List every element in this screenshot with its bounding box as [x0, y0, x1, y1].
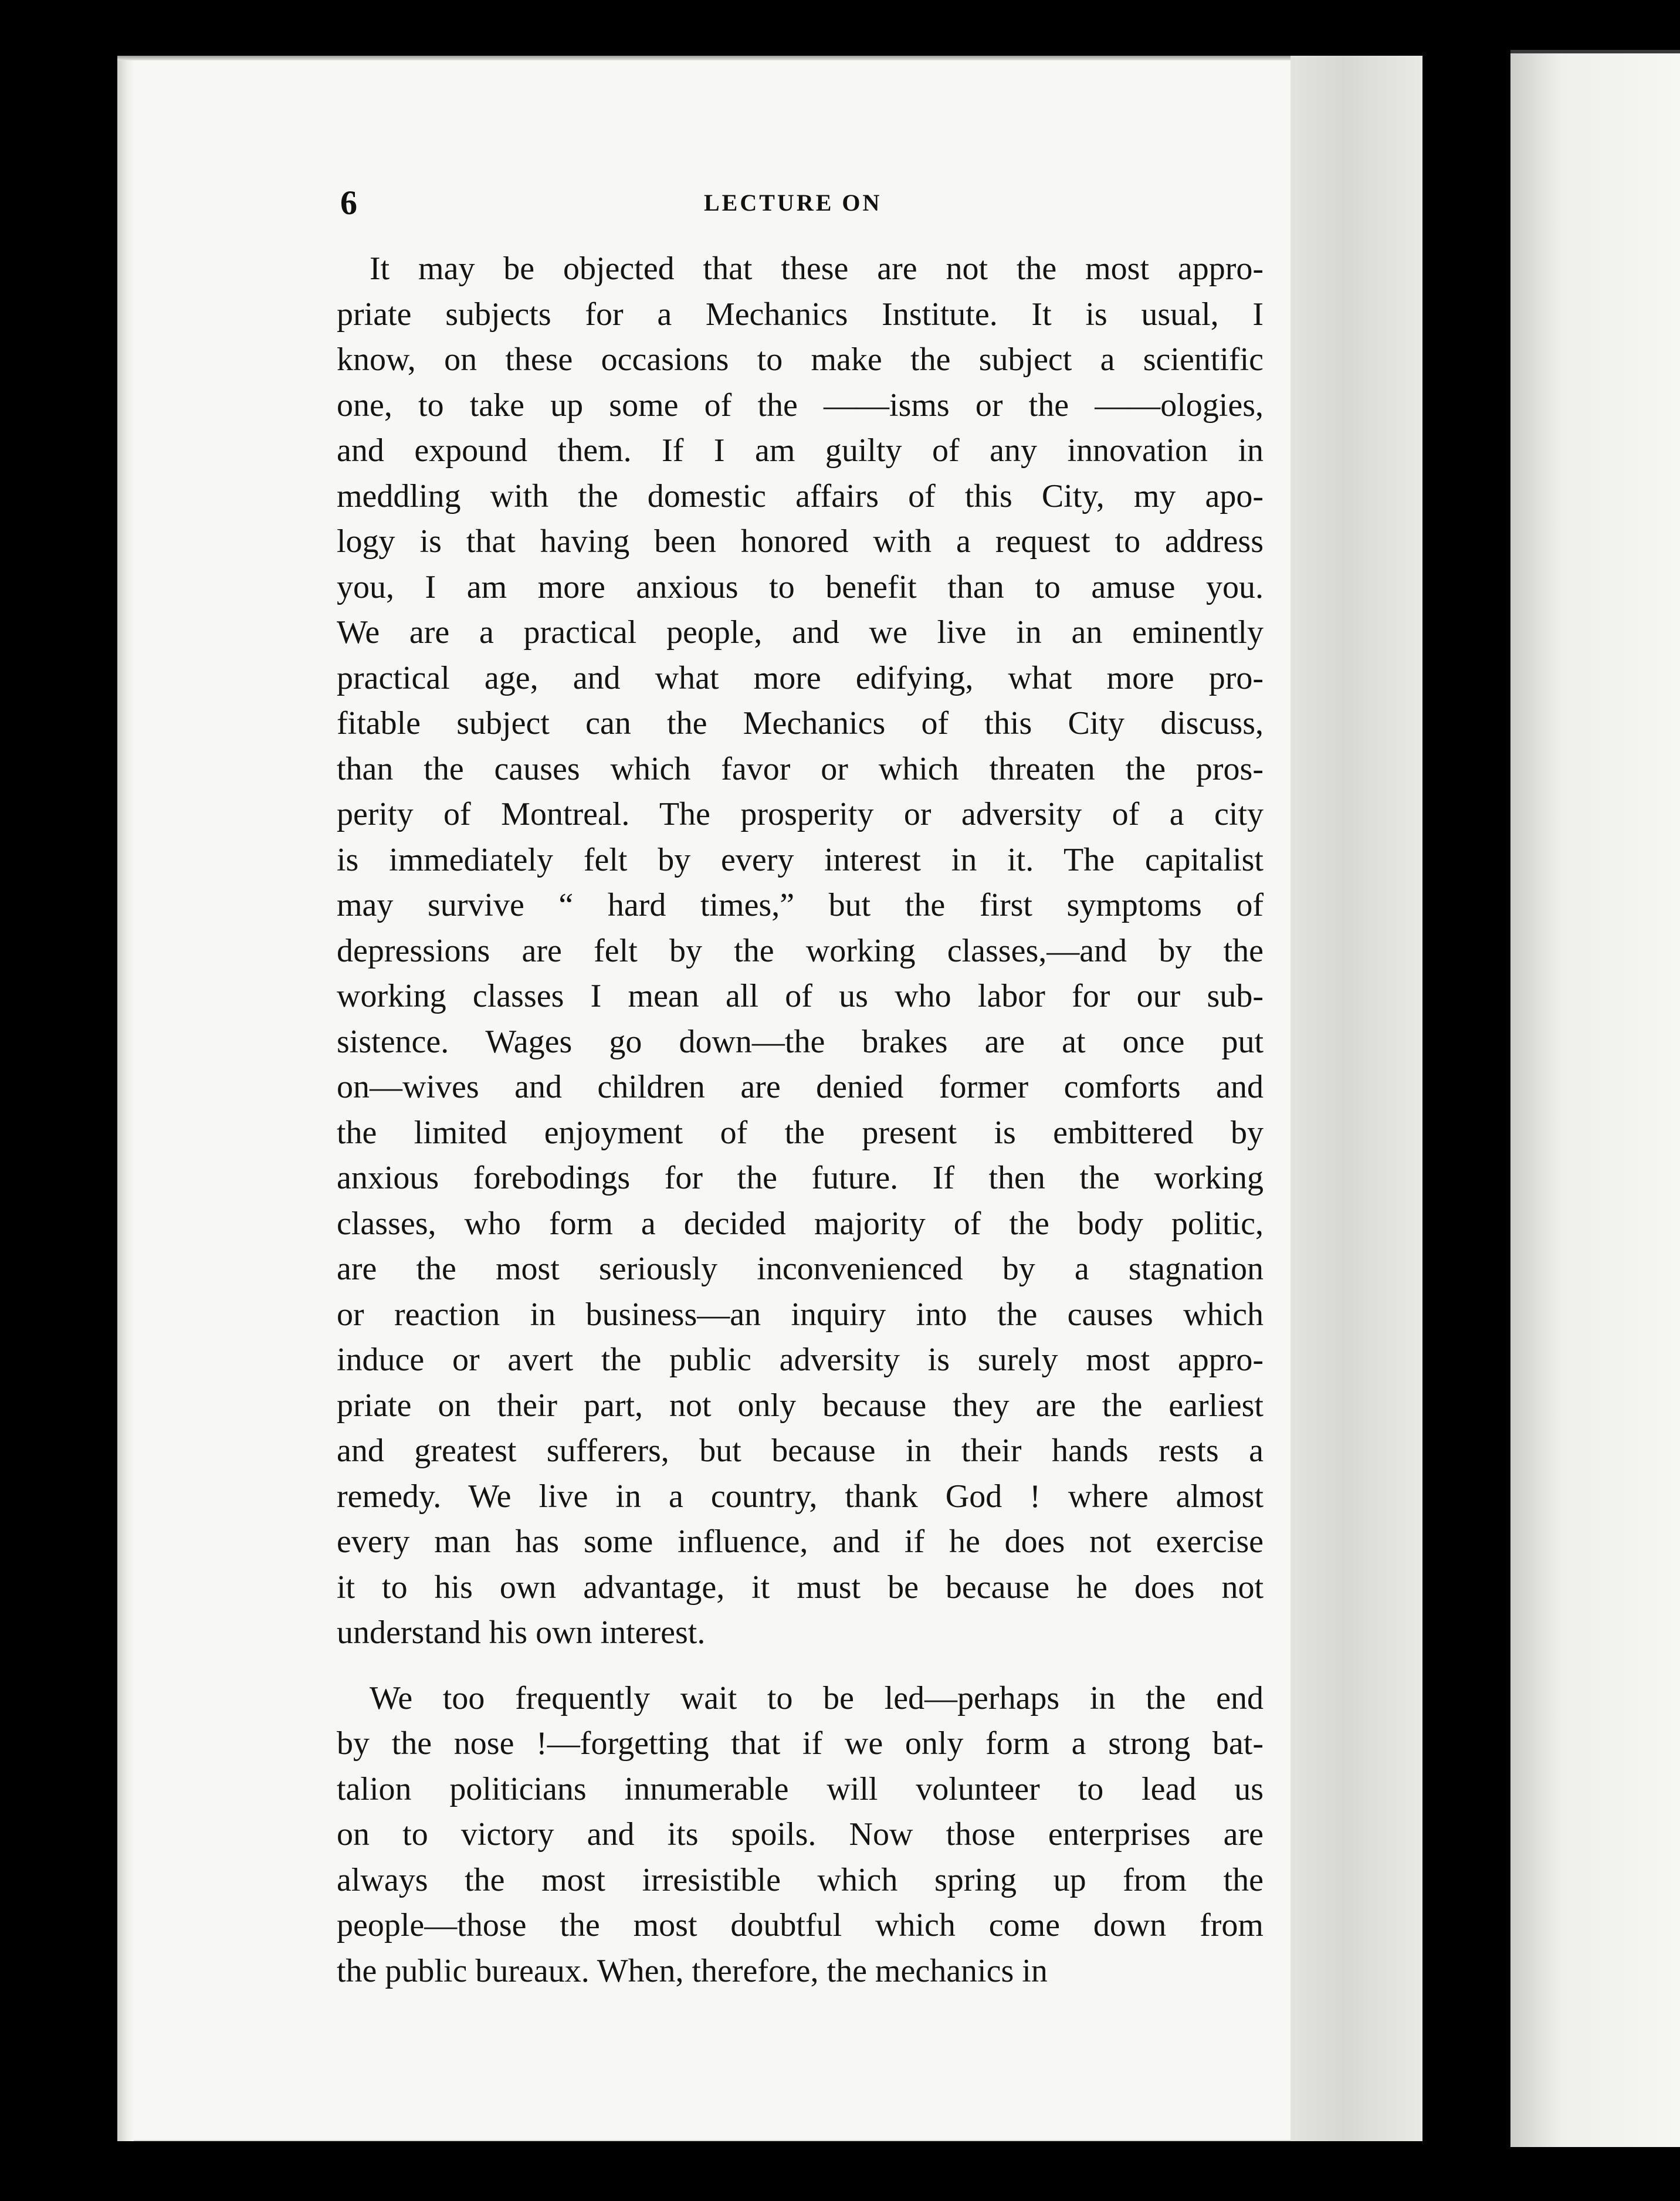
text-line: are the most seriously inconvenienced by a stagnation: [337, 1251, 1264, 1287]
text-line: understand his own interest.: [337, 1614, 706, 1651]
text-line: classes, who form a decided majority of the body politic,: [337, 1205, 1264, 1242]
text-line: priate subjects for a Mechanics Institute. It is usual, I: [337, 296, 1264, 333]
text-line: priate on their part, not only because they are the earliest: [337, 1387, 1264, 1424]
page-number: 6: [340, 184, 357, 222]
text-line: know, on these occasions to make the subject a scientific: [337, 341, 1264, 378]
text-line: practical age, and what more edifying, what more pro-: [337, 659, 1264, 696]
text-line: than the causes which favor or which threaten the pros-: [337, 750, 1264, 787]
text-line: it to his own advantage, it must be because he does not: [337, 1569, 1264, 1606]
body-text: [337, 246, 1264, 1994]
text-line: by the nose !—forgetting that if we only form a strong bat-: [337, 1725, 1264, 1762]
paragraph-gap: [337, 1656, 1264, 1676]
text-line: We too frequently wait to be led—perhaps in the end: [370, 1679, 1264, 1716]
text-line: people—those the most doubtful which come down from: [337, 1907, 1264, 1943]
text-line: or reaction in business—an inquiry into the causes which: [337, 1296, 1264, 1333]
text-line: It may be objected that these are not the most appro-: [370, 250, 1264, 287]
paragraph: [337, 1676, 1264, 1995]
text-line: perity of Montreal. The prosperity or adversity of a city: [337, 796, 1264, 832]
text-line: remedy. We live in a country, thank God ! where almost: [337, 1478, 1264, 1515]
running-head: [340, 183, 1267, 222]
text-line: anxious forebodings for the future. If then the working: [337, 1160, 1264, 1196]
text-line: talion politicians innumerable will volunteer to lead us: [337, 1770, 1264, 1807]
text-line: always the most irresistible which spring up from the: [337, 1861, 1264, 1898]
text-line: you, I am more anxious to benefit than to amuse you.: [337, 568, 1264, 605]
text-line: may survive “ hard times,” but the first symptoms of: [337, 887, 1264, 923]
facing-page-edge: [1510, 50, 1680, 2147]
text-line: the limited enjoyment of the present is embittered by: [337, 1114, 1264, 1151]
text-line: meddling with the domestic affairs of this City, my apo-: [337, 478, 1264, 514]
text-line: depressions are felt by the working classes,—and by the: [337, 932, 1264, 969]
text-line: and expound them. If I am guilty of any innovation in: [337, 432, 1264, 469]
text-line: induce or avert the public adversity is surely most appro-: [337, 1342, 1264, 1378]
paragraph-container: [337, 246, 1264, 1994]
text-line: every man has some influence, and if he does not exercise: [337, 1523, 1264, 1560]
text-line: We are a practical people, and we live in an eminently: [337, 614, 1264, 651]
running-title: LECTURE ON: [704, 189, 882, 216]
text-line: on—wives and children are denied former comforts and: [337, 1069, 1264, 1105]
text-line: working classes I mean all of us who labor for our sub-: [337, 978, 1264, 1014]
text-line: one, to take up some of the ——isms or the ——ologies,: [337, 387, 1264, 424]
text-line: logy is that having been honored with a request to address: [337, 523, 1264, 560]
paragraph: [337, 246, 1264, 1656]
page-gutter-shadow: [1291, 56, 1422, 2141]
text-line: and greatest sufferers, but because in their hands rests a: [337, 1433, 1264, 1469]
text-line: on to victory and its spoils. Now those enterprises are: [337, 1816, 1264, 1853]
text-line: sistence. Wages go down—the brakes are at once put: [337, 1023, 1264, 1060]
text-line: the public bureaux. When, therefore, the mechanics in: [337, 1952, 1048, 1989]
text-line: fitable subject can the Mechanics of this City discuss,: [337, 705, 1264, 741]
text-line: is immediately felt by every interest in it. The capitalist: [337, 841, 1264, 878]
